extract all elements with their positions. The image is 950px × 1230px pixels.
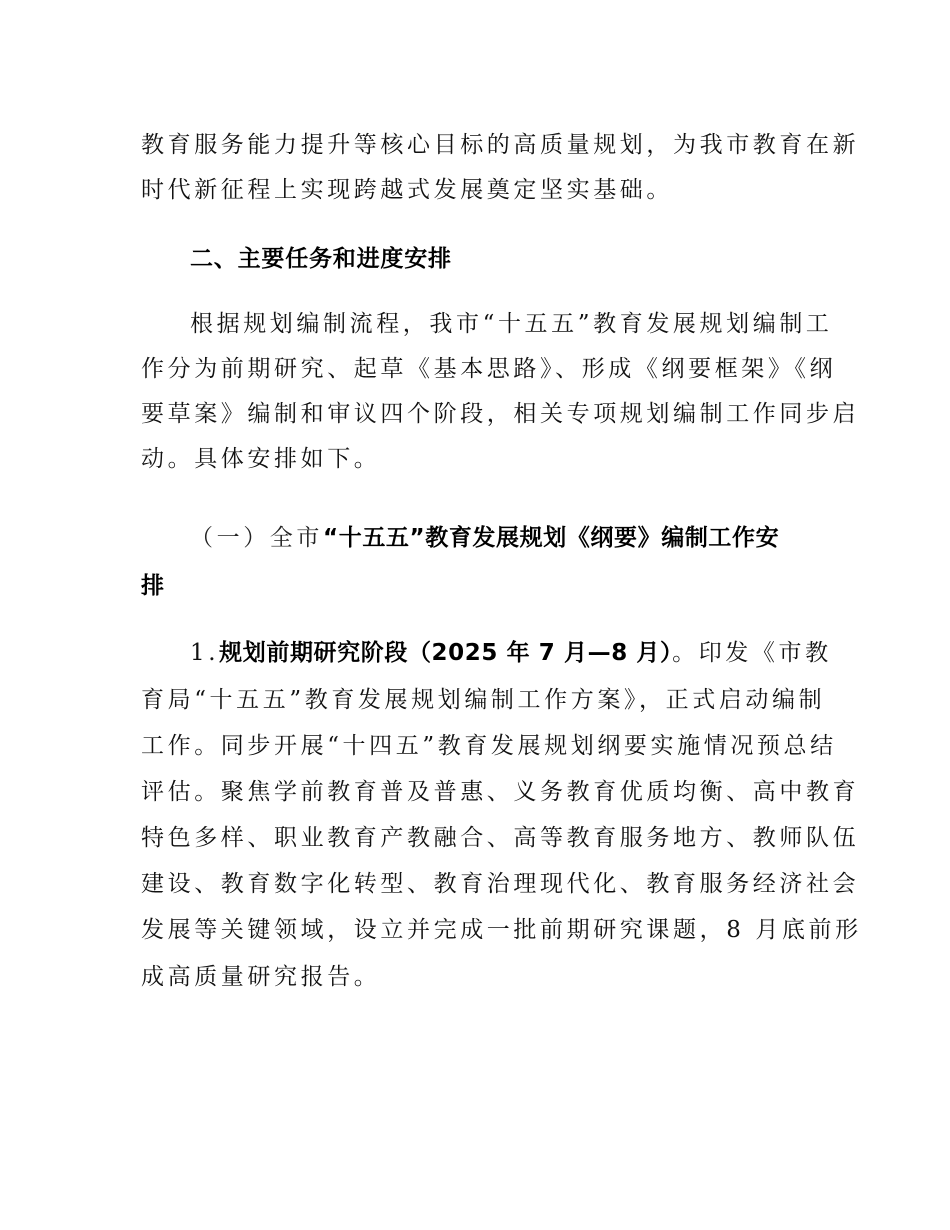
subheading-1-line-2: 排	[141, 573, 165, 599]
item1-line-2: 育局“十五五”教育发展规划编制工作方案》，正式启动编制	[141, 687, 826, 713]
subheading-title: “十五五”教育发展规划《纲要》编制工作安	[323, 525, 780, 551]
item1-line-6: 建设、教育数字化转型、教育治理现代化、教育服务经济社会	[141, 871, 860, 897]
subheading-prefix: （一）全市	[190, 525, 323, 551]
item-first-line-rest: 。印发《市教	[672, 640, 832, 666]
item1-line-8: 成高质量研究报告。	[141, 964, 381, 990]
item-title: 规划前期研究阶段（2025 年 7 月—8 月）	[219, 640, 673, 666]
para1-line-1: 教育服务能力提升等核心目标的高质量规划，为我市教育在新	[141, 132, 860, 158]
item1-line-7: 发展等关键领域，设立并完成一批前期研究课题，8 月底前形	[141, 917, 862, 943]
item1-line-4: 评估。聚焦学前教育普及普惠、义务教育优质均衡、高中教育	[141, 779, 860, 805]
subheading-1	[190, 523, 860, 553]
para2-line-2: 作分为前期研究、起草《基本思路》、形成《纲要框架》《纲	[141, 356, 837, 382]
para2-line-3: 要草案》编制和审议四个阶段，相关专项规划编制工作同步启	[141, 401, 860, 427]
item1-line-5: 特色多样、职业教育产教融合、高等教育服务地方、教师队伍	[141, 825, 860, 851]
para1-line-2: 时代新征程上实现跨越式发展奠定坚实基础。	[141, 177, 673, 203]
item1-line-3: 工作。同步开展“十四五”教育发展规划纲要实施情况预总结	[141, 733, 837, 759]
item-number: 1.	[190, 640, 220, 666]
para2-line-4: 动。具体安排如下。	[141, 446, 381, 472]
section-heading: 二、主要任务和进度安排	[190, 246, 452, 272]
item1-line-1	[190, 638, 860, 668]
para2-line-1: 根据规划编制流程，我市“十五五”教育发展规划编制工	[190, 311, 833, 337]
